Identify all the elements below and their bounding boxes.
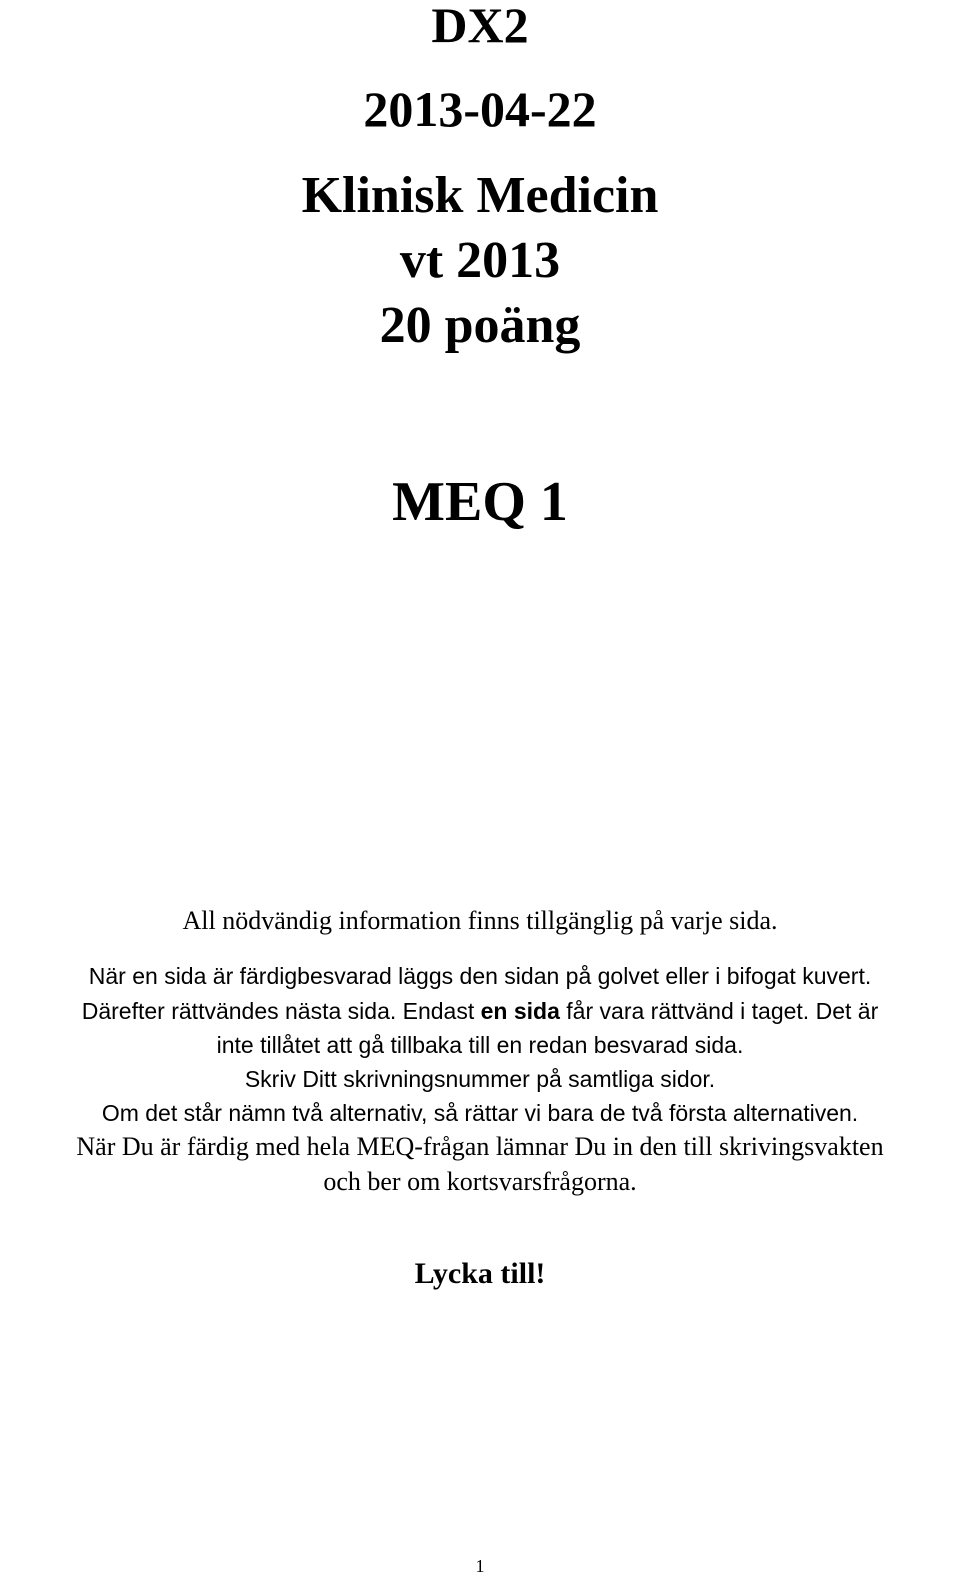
instruction-line-6: Om det står nämn två alternativ, så rättar vi bara de två första alternativen. bbox=[101, 1100, 859, 1126]
course-title: Klinisk Medicin bbox=[301, 167, 659, 224]
page-number: 1 bbox=[475, 1556, 485, 1576]
term: vt 2013 bbox=[399, 232, 561, 289]
instruction-line-1: All nödvändig information finns tillgänglig på varje sida. bbox=[182, 906, 778, 935]
instruction-emphasis: en sida bbox=[480, 998, 560, 1024]
closing-message: Lycka till! bbox=[414, 1257, 546, 1290]
exam-date: 2013-04-22 bbox=[363, 81, 597, 137]
instruction-line-3-pre: Därefter rättvändes nästa sida. Endast bbox=[81, 998, 481, 1024]
exam-code: DX2 bbox=[431, 0, 529, 53]
instruction-line-7: När Du är färdig med hela MEQ-frågan lämnar Du in den till skrivingsvakten bbox=[76, 1132, 884, 1161]
instruction-line-8: och ber om kortsvarsfrågorna. bbox=[323, 1167, 637, 1196]
exam-part-title: MEQ 1 bbox=[392, 471, 568, 533]
instruction-line-3 bbox=[0, 997, 960, 1025]
instruction-line-5: Skriv Ditt skrivningsnummer på samtliga sidor. bbox=[244, 1066, 716, 1092]
instruction-line-4: inte tillåtet att gå tillbaka till en redan besvarad sida. bbox=[216, 1032, 744, 1058]
instruction-line-2: När en sida är färdigbesvarad läggs den sidan på golvet eller i bifogat kuvert. bbox=[88, 963, 872, 989]
credit-points: 20 poäng bbox=[379, 297, 581, 354]
instruction-line-3-post: får vara rättvänd i taget. Det är bbox=[559, 998, 879, 1024]
